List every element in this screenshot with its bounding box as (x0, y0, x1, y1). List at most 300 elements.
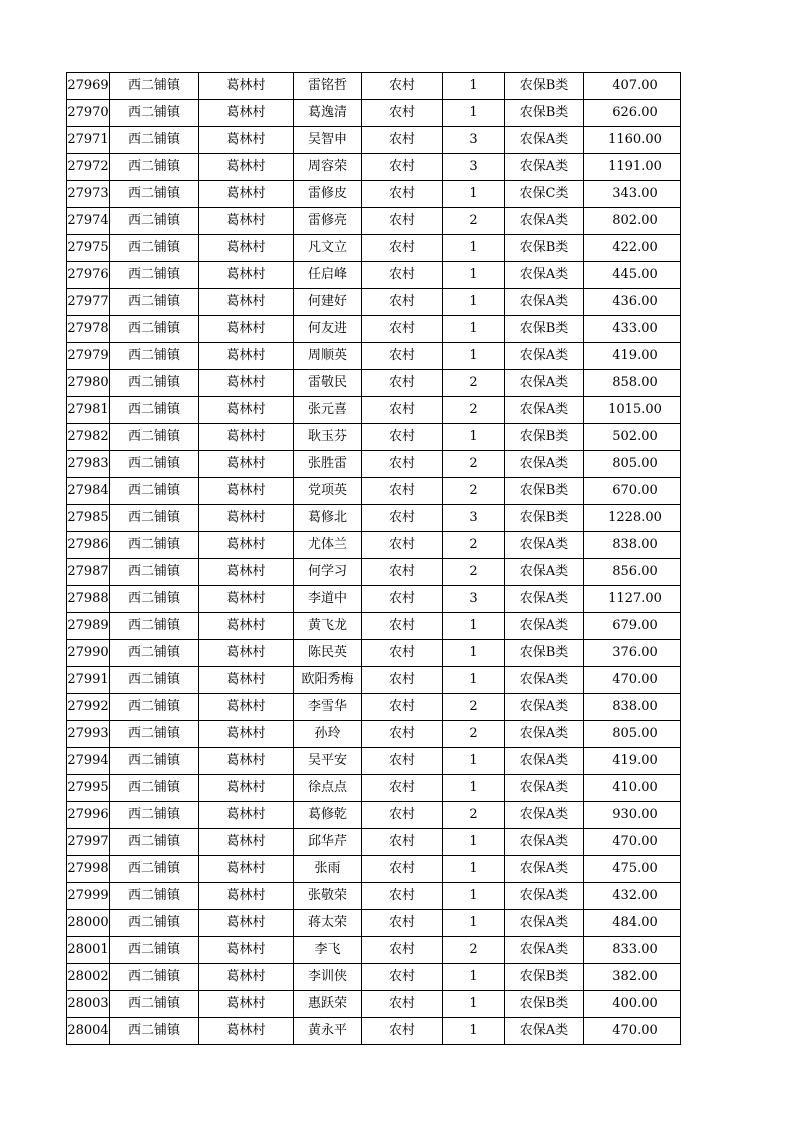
table-row (67, 73, 681, 100)
household-type-cell: 农村 (362, 73, 443, 100)
table-row (67, 748, 681, 775)
name-cell: 黄飞龙 (294, 613, 362, 640)
town-cell: 西二铺镇 (110, 802, 199, 829)
table-row (67, 262, 681, 289)
amount-cell: 445.00 (584, 262, 681, 289)
member-count-cell: 1 (443, 910, 505, 937)
household-type-cell: 农村 (362, 181, 443, 208)
name-cell: 葛修北 (294, 505, 362, 532)
name-cell: 雷敬民 (294, 370, 362, 397)
serial-number-cell: 27988 (67, 586, 110, 613)
serial-number-cell: 27999 (67, 883, 110, 910)
household-type-cell: 农村 (362, 424, 443, 451)
town-cell: 西二铺镇 (110, 667, 199, 694)
amount-cell: 470.00 (584, 829, 681, 856)
serial-number-cell: 27975 (67, 235, 110, 262)
category-cell: 农保A类 (505, 829, 584, 856)
serial-number-cell: 27980 (67, 370, 110, 397)
name-cell: 黄永平 (294, 1018, 362, 1045)
town-cell: 西二铺镇 (110, 640, 199, 667)
town-cell: 西二铺镇 (110, 451, 199, 478)
village-cell: 葛林村 (199, 748, 294, 775)
village-cell: 葛林村 (199, 856, 294, 883)
amount-cell: 470.00 (584, 667, 681, 694)
town-cell: 西二铺镇 (110, 181, 199, 208)
category-cell: 农保B类 (505, 505, 584, 532)
amount-cell: 805.00 (584, 451, 681, 478)
amount-cell: 422.00 (584, 235, 681, 262)
table-row (67, 127, 681, 154)
table-row (67, 856, 681, 883)
amount-cell: 670.00 (584, 478, 681, 505)
household-type-cell: 农村 (362, 694, 443, 721)
household-type-cell: 农村 (362, 343, 443, 370)
name-cell: 尤体兰 (294, 532, 362, 559)
amount-cell: 419.00 (584, 748, 681, 775)
member-count-cell: 1 (443, 73, 505, 100)
table-row (67, 181, 681, 208)
household-type-cell: 农村 (362, 262, 443, 289)
town-cell: 西二铺镇 (110, 343, 199, 370)
serial-number-cell: 27995 (67, 775, 110, 802)
table-body (67, 73, 681, 1045)
town-cell: 西二铺镇 (110, 154, 199, 181)
table-row (67, 775, 681, 802)
category-cell: 农保A类 (505, 694, 584, 721)
town-cell: 西二铺镇 (110, 775, 199, 802)
member-count-cell: 1 (443, 775, 505, 802)
serial-number-cell: 27998 (67, 856, 110, 883)
category-cell: 农保A类 (505, 370, 584, 397)
member-count-cell: 1 (443, 424, 505, 451)
name-cell: 何建好 (294, 289, 362, 316)
household-type-cell: 农村 (362, 397, 443, 424)
table-row (67, 910, 681, 937)
serial-number-cell: 27989 (67, 613, 110, 640)
serial-number-cell: 27985 (67, 505, 110, 532)
name-cell: 张元喜 (294, 397, 362, 424)
name-cell: 凡文立 (294, 235, 362, 262)
village-cell: 葛林村 (199, 613, 294, 640)
serial-number-cell: 27996 (67, 802, 110, 829)
amount-cell: 376.00 (584, 640, 681, 667)
village-cell: 葛林村 (199, 478, 294, 505)
serial-number-cell: 27981 (67, 397, 110, 424)
category-cell: 农保B类 (505, 73, 584, 100)
amount-cell: 343.00 (584, 181, 681, 208)
village-cell: 葛林村 (199, 1018, 294, 1045)
amount-cell: 410.00 (584, 775, 681, 802)
village-cell: 葛林村 (199, 316, 294, 343)
town-cell: 西二铺镇 (110, 100, 199, 127)
town-cell: 西二铺镇 (110, 397, 199, 424)
table-row (67, 451, 681, 478)
table-row (67, 937, 681, 964)
household-type-cell: 农村 (362, 856, 443, 883)
member-count-cell: 2 (443, 802, 505, 829)
serial-number-cell: 27969 (67, 73, 110, 100)
member-count-cell: 1 (443, 613, 505, 640)
town-cell: 西二铺镇 (110, 73, 199, 100)
category-cell: 农保A类 (505, 1018, 584, 1045)
amount-cell: 407.00 (584, 73, 681, 100)
category-cell: 农保A类 (505, 883, 584, 910)
household-type-cell: 农村 (362, 316, 443, 343)
category-cell: 农保B类 (505, 100, 584, 127)
village-cell: 葛林村 (199, 937, 294, 964)
name-cell: 雷修亮 (294, 208, 362, 235)
village-cell: 葛林村 (199, 586, 294, 613)
village-cell: 葛林村 (199, 829, 294, 856)
village-cell: 葛林村 (199, 802, 294, 829)
town-cell: 西二铺镇 (110, 883, 199, 910)
town-cell: 西二铺镇 (110, 1018, 199, 1045)
table-row (67, 532, 681, 559)
name-cell: 陈民英 (294, 640, 362, 667)
amount-cell: 502.00 (584, 424, 681, 451)
amount-cell: 436.00 (584, 289, 681, 316)
amount-cell: 1015.00 (584, 397, 681, 424)
member-count-cell: 1 (443, 667, 505, 694)
name-cell: 张雨 (294, 856, 362, 883)
category-cell: 农保A类 (505, 937, 584, 964)
category-cell: 农保A类 (505, 748, 584, 775)
table-row (67, 343, 681, 370)
village-cell: 葛林村 (199, 289, 294, 316)
name-cell: 蒋太荣 (294, 910, 362, 937)
amount-cell: 1127.00 (584, 586, 681, 613)
name-cell: 耿玉芬 (294, 424, 362, 451)
member-count-cell: 2 (443, 694, 505, 721)
member-count-cell: 2 (443, 937, 505, 964)
amount-cell: 1228.00 (584, 505, 681, 532)
town-cell: 西二铺镇 (110, 586, 199, 613)
table-row (67, 559, 681, 586)
member-count-cell: 1 (443, 343, 505, 370)
beneficiary-table (66, 72, 681, 1045)
member-count-cell: 1 (443, 829, 505, 856)
category-cell: 农保A类 (505, 208, 584, 235)
town-cell: 西二铺镇 (110, 316, 199, 343)
household-type-cell: 农村 (362, 721, 443, 748)
name-cell: 周容荣 (294, 154, 362, 181)
member-count-cell: 2 (443, 532, 505, 559)
table-row (67, 478, 681, 505)
amount-cell: 1191.00 (584, 154, 681, 181)
village-cell: 葛林村 (199, 181, 294, 208)
serial-number-cell: 27971 (67, 127, 110, 154)
village-cell: 葛林村 (199, 910, 294, 937)
amount-cell: 679.00 (584, 613, 681, 640)
table-row (67, 883, 681, 910)
village-cell: 葛林村 (199, 640, 294, 667)
town-cell: 西二铺镇 (110, 424, 199, 451)
member-count-cell: 1 (443, 856, 505, 883)
household-type-cell: 农村 (362, 451, 443, 478)
village-cell: 葛林村 (199, 667, 294, 694)
town-cell: 西二铺镇 (110, 532, 199, 559)
serial-number-cell: 27970 (67, 100, 110, 127)
village-cell: 葛林村 (199, 73, 294, 100)
name-cell: 党项英 (294, 478, 362, 505)
name-cell: 葛逸清 (294, 100, 362, 127)
town-cell: 西二铺镇 (110, 262, 199, 289)
serial-number-cell: 28000 (67, 910, 110, 937)
village-cell: 葛林村 (199, 694, 294, 721)
village-cell: 葛林村 (199, 370, 294, 397)
category-cell: 农保B类 (505, 424, 584, 451)
amount-cell: 858.00 (584, 370, 681, 397)
category-cell: 农保B类 (505, 640, 584, 667)
serial-number-cell: 27997 (67, 829, 110, 856)
village-cell: 葛林村 (199, 532, 294, 559)
household-type-cell: 农村 (362, 613, 443, 640)
town-cell: 西二铺镇 (110, 127, 199, 154)
table-row (67, 424, 681, 451)
village-cell: 葛林村 (199, 991, 294, 1018)
category-cell: 农保C类 (505, 181, 584, 208)
member-count-cell: 1 (443, 100, 505, 127)
town-cell: 西二铺镇 (110, 613, 199, 640)
household-type-cell: 农村 (362, 910, 443, 937)
village-cell: 葛林村 (199, 343, 294, 370)
table-row (67, 289, 681, 316)
member-count-cell: 1 (443, 181, 505, 208)
serial-number-cell: 28004 (67, 1018, 110, 1045)
table-row (67, 370, 681, 397)
table-row (67, 694, 681, 721)
member-count-cell: 3 (443, 586, 505, 613)
name-cell: 张胜雷 (294, 451, 362, 478)
village-cell: 葛林村 (199, 397, 294, 424)
household-type-cell: 农村 (362, 235, 443, 262)
category-cell: 农保A类 (505, 532, 584, 559)
serial-number-cell: 27978 (67, 316, 110, 343)
amount-cell: 382.00 (584, 964, 681, 991)
village-cell: 葛林村 (199, 505, 294, 532)
village-cell: 葛林村 (199, 235, 294, 262)
name-cell: 孙玲 (294, 721, 362, 748)
member-count-cell: 3 (443, 127, 505, 154)
name-cell: 李雪华 (294, 694, 362, 721)
category-cell: 农保A类 (505, 667, 584, 694)
household-type-cell: 农村 (362, 1018, 443, 1045)
household-type-cell: 农村 (362, 505, 443, 532)
household-type-cell: 农村 (362, 154, 443, 181)
name-cell: 惠跃荣 (294, 991, 362, 1018)
serial-number-cell: 28002 (67, 964, 110, 991)
table-row (67, 397, 681, 424)
household-type-cell: 农村 (362, 991, 443, 1018)
household-type-cell: 农村 (362, 748, 443, 775)
category-cell: 农保A类 (505, 154, 584, 181)
village-cell: 葛林村 (199, 775, 294, 802)
name-cell: 李训侠 (294, 964, 362, 991)
household-type-cell: 农村 (362, 559, 443, 586)
amount-cell: 433.00 (584, 316, 681, 343)
category-cell: 农保B类 (505, 478, 584, 505)
village-cell: 葛林村 (199, 127, 294, 154)
household-type-cell: 农村 (362, 532, 443, 559)
table-row (67, 154, 681, 181)
serial-number-cell: 27974 (67, 208, 110, 235)
table-row (67, 991, 681, 1018)
serial-number-cell: 28003 (67, 991, 110, 1018)
serial-number-cell: 27977 (67, 289, 110, 316)
amount-cell: 930.00 (584, 802, 681, 829)
table-row (67, 235, 681, 262)
category-cell: 农保A类 (505, 721, 584, 748)
member-count-cell: 1 (443, 262, 505, 289)
village-cell: 葛林村 (199, 262, 294, 289)
household-type-cell: 农村 (362, 667, 443, 694)
town-cell: 西二铺镇 (110, 505, 199, 532)
member-count-cell: 1 (443, 964, 505, 991)
category-cell: 农保B类 (505, 964, 584, 991)
table-row (67, 100, 681, 127)
amount-cell: 1160.00 (584, 127, 681, 154)
serial-number-cell: 27991 (67, 667, 110, 694)
amount-cell: 802.00 (584, 208, 681, 235)
household-type-cell: 农村 (362, 829, 443, 856)
village-cell: 葛林村 (199, 100, 294, 127)
name-cell: 张敬荣 (294, 883, 362, 910)
household-type-cell: 农村 (362, 370, 443, 397)
category-cell: 农保A类 (505, 613, 584, 640)
village-cell: 葛林村 (199, 154, 294, 181)
serial-number-cell: 27976 (67, 262, 110, 289)
amount-cell: 833.00 (584, 937, 681, 964)
category-cell: 农保B类 (505, 991, 584, 1018)
serial-number-cell: 27993 (67, 721, 110, 748)
town-cell: 西二铺镇 (110, 478, 199, 505)
serial-number-cell: 27986 (67, 532, 110, 559)
category-cell: 农保A类 (505, 559, 584, 586)
household-type-cell: 农村 (362, 802, 443, 829)
amount-cell: 470.00 (584, 1018, 681, 1045)
member-count-cell: 3 (443, 505, 505, 532)
town-cell: 西二铺镇 (110, 694, 199, 721)
category-cell: 农保A类 (505, 910, 584, 937)
serial-number-cell: 27984 (67, 478, 110, 505)
name-cell: 欧阳秀梅 (294, 667, 362, 694)
amount-cell: 838.00 (584, 532, 681, 559)
serial-number-cell: 28001 (67, 937, 110, 964)
town-cell: 西二铺镇 (110, 991, 199, 1018)
household-type-cell: 农村 (362, 964, 443, 991)
town-cell: 西二铺镇 (110, 964, 199, 991)
household-type-cell: 农村 (362, 775, 443, 802)
category-cell: 农保A类 (505, 802, 584, 829)
category-cell: 农保B类 (505, 235, 584, 262)
member-count-cell: 1 (443, 289, 505, 316)
category-cell: 农保B类 (505, 316, 584, 343)
household-type-cell: 农村 (362, 937, 443, 964)
category-cell: 农保A类 (505, 262, 584, 289)
member-count-cell: 2 (443, 397, 505, 424)
table-row (67, 613, 681, 640)
household-type-cell: 农村 (362, 640, 443, 667)
household-type-cell: 农村 (362, 289, 443, 316)
household-type-cell: 农村 (362, 478, 443, 505)
town-cell: 西二铺镇 (110, 856, 199, 883)
member-count-cell: 1 (443, 235, 505, 262)
member-count-cell: 1 (443, 640, 505, 667)
member-count-cell: 3 (443, 154, 505, 181)
household-type-cell: 农村 (362, 883, 443, 910)
name-cell: 吴平安 (294, 748, 362, 775)
town-cell: 西二铺镇 (110, 829, 199, 856)
amount-cell: 856.00 (584, 559, 681, 586)
table-row (67, 586, 681, 613)
name-cell: 邱华芹 (294, 829, 362, 856)
table-row (67, 802, 681, 829)
serial-number-cell: 27987 (67, 559, 110, 586)
town-cell: 西二铺镇 (110, 208, 199, 235)
name-cell: 李道中 (294, 586, 362, 613)
member-count-cell: 2 (443, 451, 505, 478)
member-count-cell: 1 (443, 883, 505, 910)
member-count-cell: 2 (443, 370, 505, 397)
serial-number-cell: 27992 (67, 694, 110, 721)
name-cell: 徐点点 (294, 775, 362, 802)
member-count-cell: 1 (443, 991, 505, 1018)
amount-cell: 419.00 (584, 343, 681, 370)
table-row (67, 964, 681, 991)
serial-number-cell: 27982 (67, 424, 110, 451)
table-row (67, 505, 681, 532)
serial-number-cell: 27972 (67, 154, 110, 181)
table-row (67, 208, 681, 235)
category-cell: 农保A类 (505, 397, 584, 424)
village-cell: 葛林村 (199, 964, 294, 991)
household-type-cell: 农村 (362, 100, 443, 127)
household-type-cell: 农村 (362, 208, 443, 235)
category-cell: 农保A类 (505, 127, 584, 154)
town-cell: 西二铺镇 (110, 370, 199, 397)
member-count-cell: 2 (443, 559, 505, 586)
member-count-cell: 1 (443, 748, 505, 775)
table-row (67, 667, 681, 694)
serial-number-cell: 27973 (67, 181, 110, 208)
village-cell: 葛林村 (199, 451, 294, 478)
serial-number-cell: 27979 (67, 343, 110, 370)
member-count-cell: 2 (443, 478, 505, 505)
name-cell: 吴智申 (294, 127, 362, 154)
name-cell: 雷修皮 (294, 181, 362, 208)
serial-number-cell: 27983 (67, 451, 110, 478)
town-cell: 西二铺镇 (110, 910, 199, 937)
category-cell: 农保A类 (505, 586, 584, 613)
table-row (67, 829, 681, 856)
name-cell: 任启峰 (294, 262, 362, 289)
village-cell: 葛林村 (199, 559, 294, 586)
amount-cell: 484.00 (584, 910, 681, 937)
amount-cell: 805.00 (584, 721, 681, 748)
household-type-cell: 农村 (362, 127, 443, 154)
town-cell: 西二铺镇 (110, 235, 199, 262)
village-cell: 葛林村 (199, 424, 294, 451)
amount-cell: 838.00 (584, 694, 681, 721)
serial-number-cell: 27990 (67, 640, 110, 667)
table-row (67, 640, 681, 667)
household-type-cell: 农村 (362, 586, 443, 613)
category-cell: 农保A类 (505, 856, 584, 883)
member-count-cell: 1 (443, 1018, 505, 1045)
village-cell: 葛林村 (199, 883, 294, 910)
category-cell: 农保A类 (505, 343, 584, 370)
amount-cell: 475.00 (584, 856, 681, 883)
